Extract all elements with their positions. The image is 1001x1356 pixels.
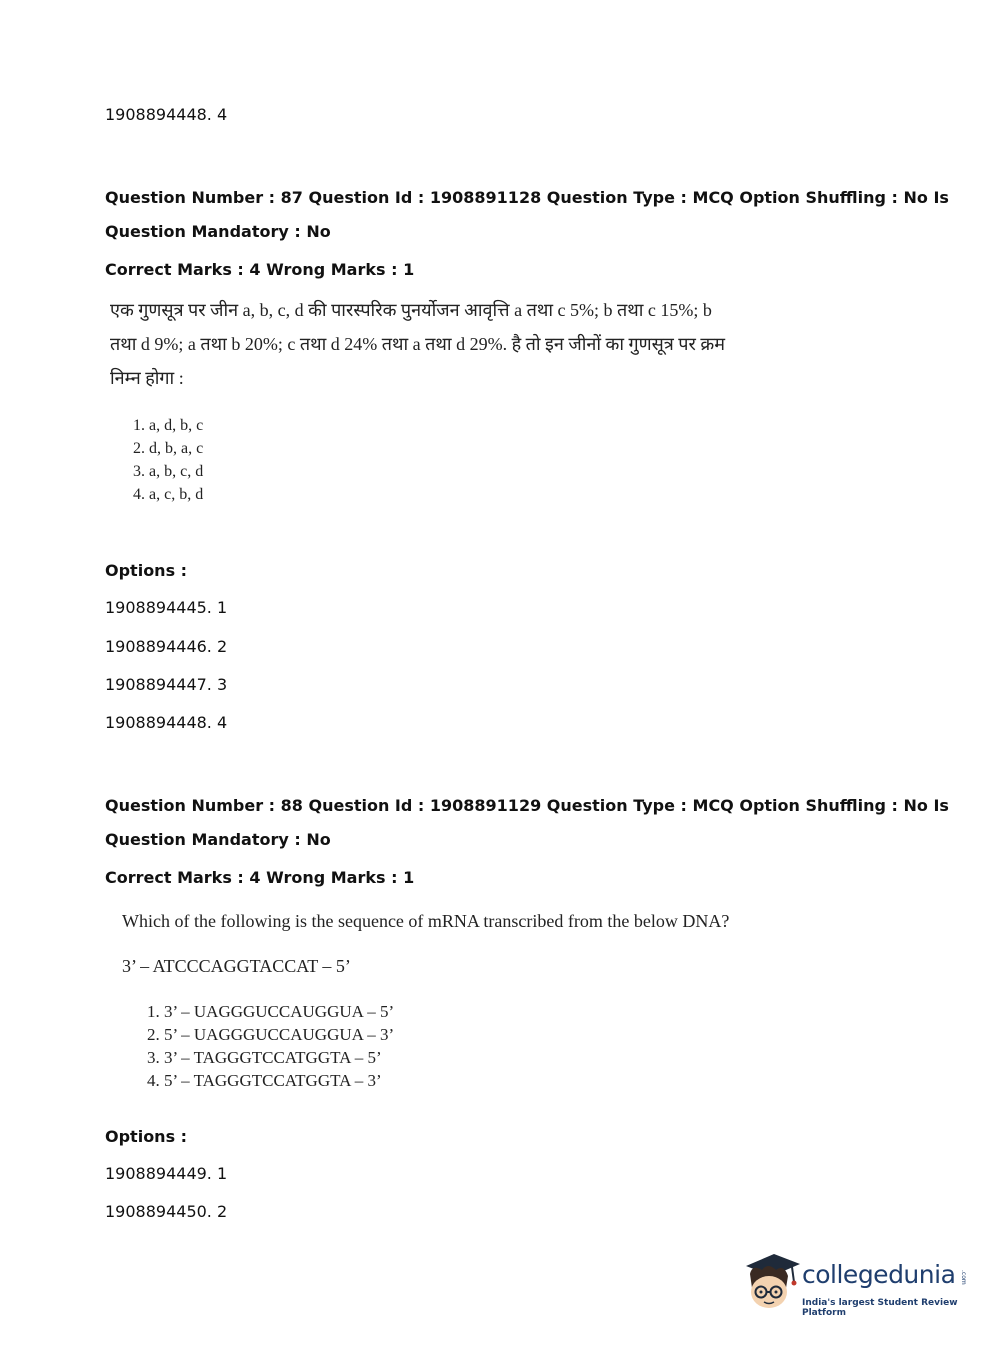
collegedunia-logo — [742, 1248, 972, 1318]
q88-stem: Which of the following is the sequence of mRNA transcribed from the below DNA? — [122, 911, 730, 931]
q88-choice: 4. 5’ – TAGGGTCCATGGTA – 3’ — [147, 1071, 382, 1090]
logo-suffix: .com — [960, 1270, 967, 1285]
q87-choice: 4. a, c, b, d — [133, 486, 204, 503]
q87-option: 1908894445. 1 — [105, 598, 228, 617]
logo-wordmark: collegedunia — [802, 1260, 956, 1289]
q87-stem-line: तथा d 9%; a तथा b 20%; c तथा d 24% तथा a तथा d 29%. है तो इन जीनों का गुणसूत्र पर क्रम — [110, 334, 725, 354]
q87-stem-line: निम्न होगा : — [110, 368, 184, 388]
q88-option: 1908894449. 1 — [105, 1164, 228, 1183]
q87-marks: Correct Marks : 4 Wrong Marks : 1 — [105, 260, 415, 279]
q88-marks: Correct Marks : 4 Wrong Marks : 1 — [105, 868, 415, 887]
q87-option: 1908894447. 3 — [105, 675, 228, 694]
q88-options-label: Options : — [105, 1127, 188, 1146]
q88-choice: 2. 5’ – UAGGGUCCAUGGUA – 3’ — [147, 1025, 395, 1044]
q87-choice: 2. d, b, a, c — [133, 440, 204, 457]
logo-tagline: India's largest Student Review Platform — [802, 1298, 958, 1318]
q88-sequence: 3’ – ATCCCAGGTACCAT – 5’ — [122, 956, 351, 976]
q88-choice: 3. 3’ – TAGGGTCCATGGTA – 5’ — [147, 1048, 382, 1067]
q87-choice: 3. a, b, c, d — [133, 463, 204, 480]
q88-option: 1908894450. 2 — [105, 1202, 228, 1221]
q88-mandatory: Question Mandatory : No — [105, 830, 331, 849]
q87-option: 1908894446. 2 — [105, 637, 228, 656]
q87-options-label: Options : — [105, 561, 188, 580]
q87-choice: 1. a, d, b, c — [133, 417, 204, 434]
q87-header: Question Number : 87 Question Id : 1908891128 Question Type : MCQ Option Shuffling : No Is — [105, 188, 949, 207]
q88-header: Question Number : 88 Question Id : 1908891129 Question Type : MCQ Option Shuffling : No Is — [105, 796, 949, 815]
mascot-icon — [742, 1248, 800, 1318]
q88-choice: 1. 3’ – UAGGGUCCAUGGUA – 5’ — [147, 1002, 395, 1021]
q87-option: 1908894448. 4 — [105, 713, 228, 732]
q87-mandatory: Question Mandatory : No — [105, 222, 331, 241]
option-line: 1908894448. 4 — [105, 105, 228, 124]
q87-stem-line: एक गुणसूत्र पर जीन a, b, c, d की पारस्परिक पुनर्योजन आवृत्ति a तथा c 5%; b तथा c 15%; b — [110, 300, 712, 320]
